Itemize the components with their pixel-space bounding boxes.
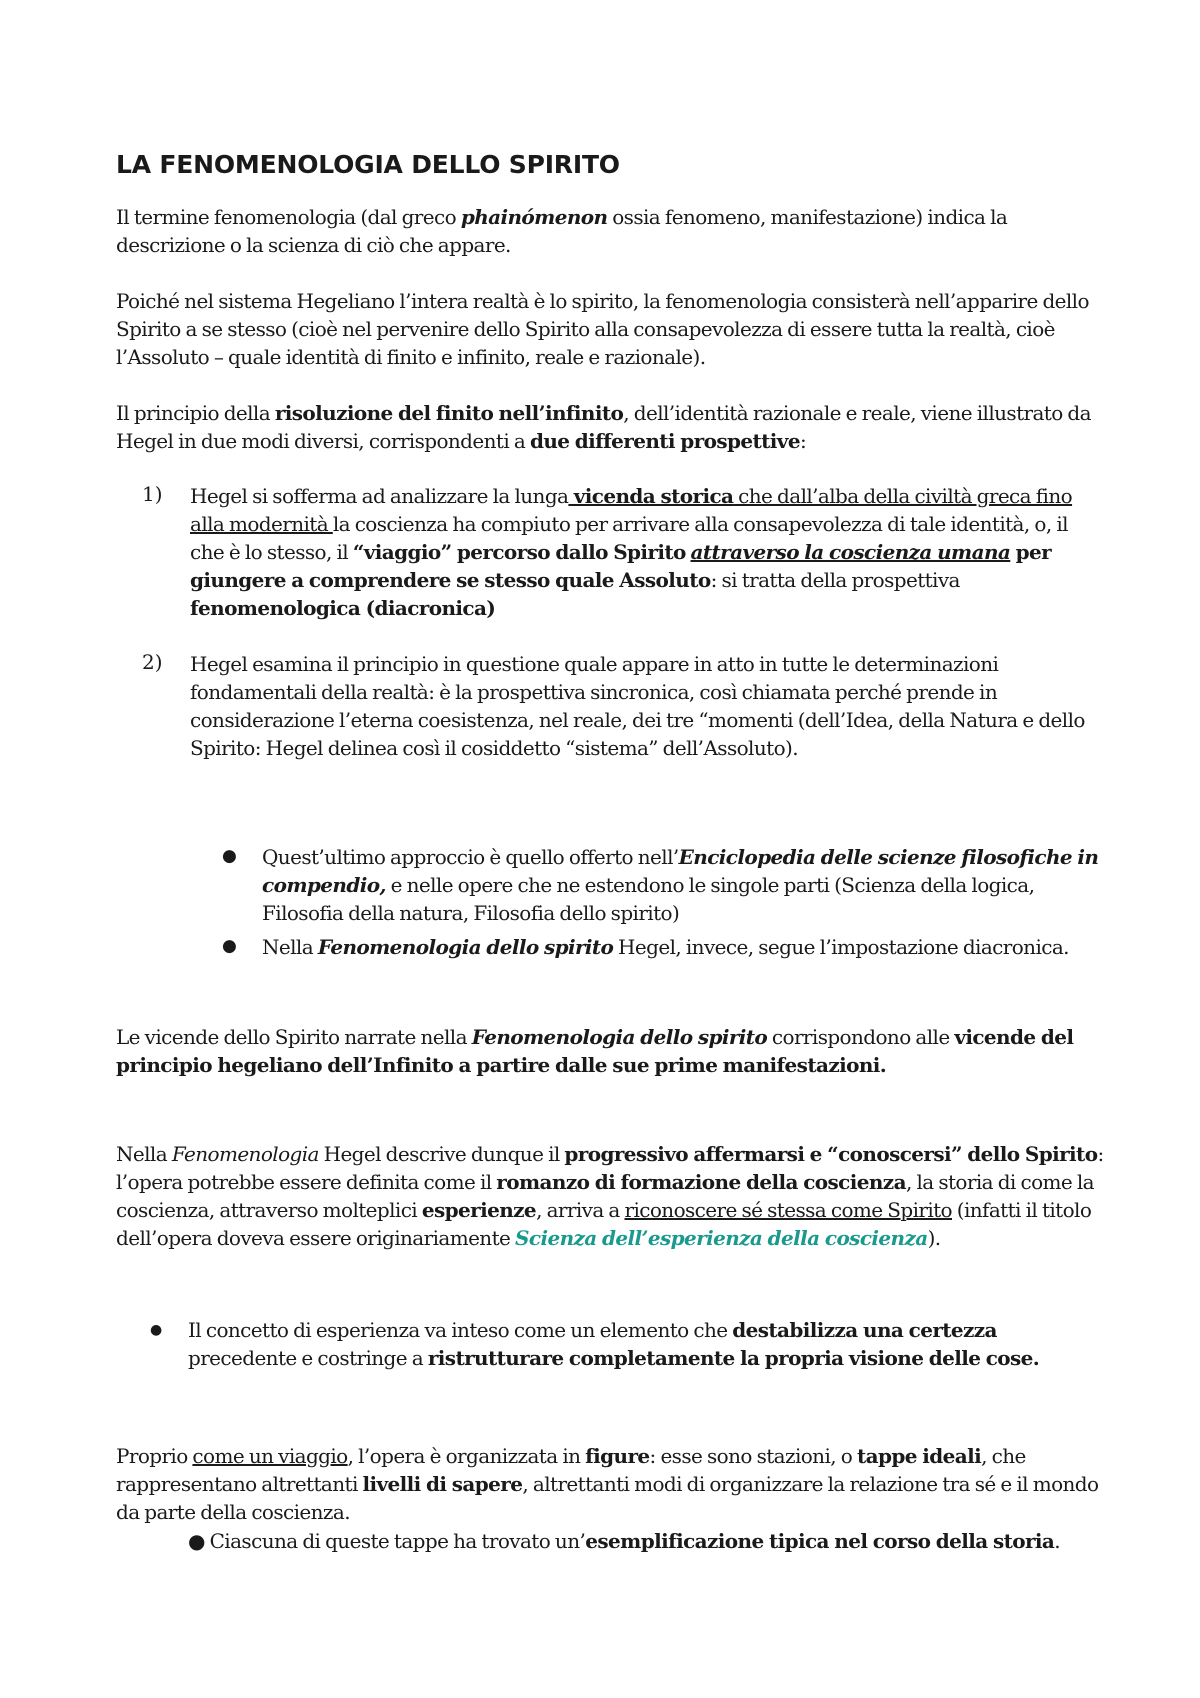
- text-span-bold: ristrutturare completamente la propria visione delle cose.: [427, 1346, 1040, 1370]
- text-span-underline: come un viaggio: [192, 1444, 348, 1468]
- text-span: Hegel, invece, segue l’impostazione diacronica.: [613, 935, 1069, 959]
- page-title: LA FENOMENOLOGIA DELLO SPIRITO: [116, 150, 620, 179]
- paragraph-intro: [116, 203, 1106, 259]
- text-span-bold: romanzo di formazione della coscienza: [496, 1170, 906, 1194]
- list-number-1: 1): [142, 482, 163, 506]
- text-span-bold: figure: [585, 1444, 650, 1468]
- text-span-bold: livelli di sapere: [362, 1472, 523, 1496]
- text-span: , dell’identità razionale e reale, viene illustrato da Hegel in due modi diversi, corrispondenti a: [116, 401, 1091, 453]
- list-item-2: Hegel esamina il principio in questione quale appare in atto in tutte le determinazioni fondamentali della realtà: è la prospettiva sincronica, così chiamata perché prende in considerazione l’eterna coesistenza, nel reale, dei tre “momenti (dell’Idea, della Natura e dello Spirito: Hegel delinea così il cosiddetto “sistema” dell’Assoluto).: [190, 652, 1085, 760]
- text-span: e nelle opere che ne estendono le singole parti (Scienza della logica, Filosofia della natura, Filosofia dello spirito): [262, 873, 1035, 925]
- text-span: corrispondono alle: [767, 1025, 955, 1049]
- bullet-icon: ●: [222, 936, 237, 956]
- text-span-bold: esperienze: [421, 1198, 537, 1222]
- bullet-item-fenomenologia: [262, 933, 1102, 961]
- text-span: .: [1054, 1529, 1061, 1553]
- text-span-bold-underline: vicenda storica: [568, 484, 734, 508]
- text-span-underline: che dall’alba della civiltà greca fino alla modernità: [190, 484, 1073, 536]
- text-span: , l’opera è organizzata in: [347, 1444, 586, 1468]
- paragraph-principle: [116, 399, 1106, 455]
- text-span: precedente e costringe a: [188, 1346, 428, 1370]
- text-span-bold: destabilizza una certezza: [732, 1318, 997, 1342]
- text-span: , la storia di come la coscienza, attraverso molteplici: [116, 1170, 1094, 1222]
- text-span-bold-italic: Enciclopedia delle scienze filosofiche in compendio,: [262, 845, 1099, 897]
- list-item-1: [190, 482, 1090, 622]
- text-span: Nella: [262, 935, 318, 959]
- list-number-2: 2): [142, 650, 163, 674]
- bullet-icon: ●: [222, 846, 237, 866]
- text-span: : si tratta della prospettiva: [710, 568, 960, 592]
- text-span-bold: “viaggio” percorso dallo Spirito: [352, 540, 686, 564]
- text-span: Hegel si sofferma ad analizzare la lunga: [190, 484, 569, 508]
- paragraph-viaggio: [116, 1442, 1106, 1526]
- text-span-original-title: Scienza dell’esperienza della coscienza: [515, 1226, 928, 1250]
- text-span: Le vicende dello Spirito narrate nella: [116, 1025, 472, 1049]
- paragraph-romanzo: [116, 1140, 1106, 1252]
- bullet-item-tappe: [188, 1527, 1068, 1555]
- text-span: la coscienza ha compiuto per arrivare alla consapevolezza di tale identità, o, il che è lo stesso, il: [190, 512, 1068, 564]
- text-span: : esse sono stazioni, o: [649, 1444, 857, 1468]
- text-span-bold: risoluzione del finito nell’infinito: [274, 401, 624, 425]
- text-span-underline: riconoscere sé stessa come Spirito: [624, 1198, 952, 1222]
- text-span: Il principio della: [116, 401, 275, 425]
- text-span-bold: fenomenologica (diacronica): [190, 596, 496, 620]
- text-span-bold: progressivo affermarsi e “conoscersi” dello Spirito: [564, 1142, 1098, 1166]
- text-span: : l’opera potrebbe essere definita come il: [116, 1142, 1104, 1194]
- text-span: Il termine fenomenologia (dal greco: [116, 205, 461, 229]
- text-span: , che rappresentano altrettanti: [116, 1444, 1026, 1496]
- paragraph-hegelian-system: Poiché nel sistema Hegeliano l’intera realtà è lo spirito, la fenomenologia consisterà nell’apparire dello Spirito a se stesso (cioè nel pervenire dello Spirito alla consapevolezza di essere tutta la realtà, cioè l’Assoluto – quale identità di finito e infinito, reale e razionale).: [116, 289, 1089, 369]
- paragraph-vicende: [116, 1023, 1106, 1079]
- text-span-bold-italic: Fenomenologia dello spirito: [471, 1025, 768, 1049]
- text-span-bold-italic: Fenomenologia dello spirito: [317, 935, 614, 959]
- text-span: Nella: [116, 1142, 172, 1166]
- text-span-bold: tappe ideali: [856, 1444, 982, 1468]
- text-span-italic: Fenomenologia: [171, 1142, 319, 1166]
- bullet-item-enciclopedia: [262, 843, 1102, 927]
- text-span-bold-italic-underline: attraverso la coscienza umana: [690, 540, 1011, 564]
- text-span: , altrettanti modi di organizzare la relazione tra sé e il mondo da parte della coscienza.: [116, 1472, 1099, 1524]
- text-span: Proprio: [116, 1444, 193, 1468]
- text-span-greek-term: phainómenon: [460, 205, 608, 229]
- bullet-item-esperienza: [188, 1316, 1088, 1372]
- text-span: ossia fenomeno, manifestazione) indica la descrizione o la scienza di ciò che appare.: [116, 205, 1008, 257]
- text-span-bold: due differenti prospettive: [529, 429, 800, 453]
- text-span-bold: esemplificazione tipica nel corso della storia: [585, 1529, 1055, 1553]
- text-span: ).: [927, 1226, 941, 1250]
- text-span: Hegel descrive dunque il: [318, 1142, 565, 1166]
- text-span: , arriva a: [536, 1198, 625, 1222]
- text-span: Il concetto di esperienza va inteso come un elemento che: [188, 1318, 733, 1342]
- text-span: (infatti il titolo dell’opera doveva essere originariamente: [116, 1198, 1092, 1250]
- text-span: :: [799, 429, 807, 453]
- bullet-icon: ●: [150, 1322, 163, 1338]
- text-span: Quest’ultimo approccio è quello offerto nell’: [262, 845, 679, 869]
- text-span: ● Ciascuna di queste tappe ha trovato un’: [188, 1529, 586, 1553]
- text-span-bold: per giungere a comprendere se stesso quale Assoluto: [190, 540, 1052, 592]
- text-span-bold: vicende del principio hegeliano dell’Infinito a partire dalle sue prime manifestazioni.: [116, 1025, 1074, 1077]
